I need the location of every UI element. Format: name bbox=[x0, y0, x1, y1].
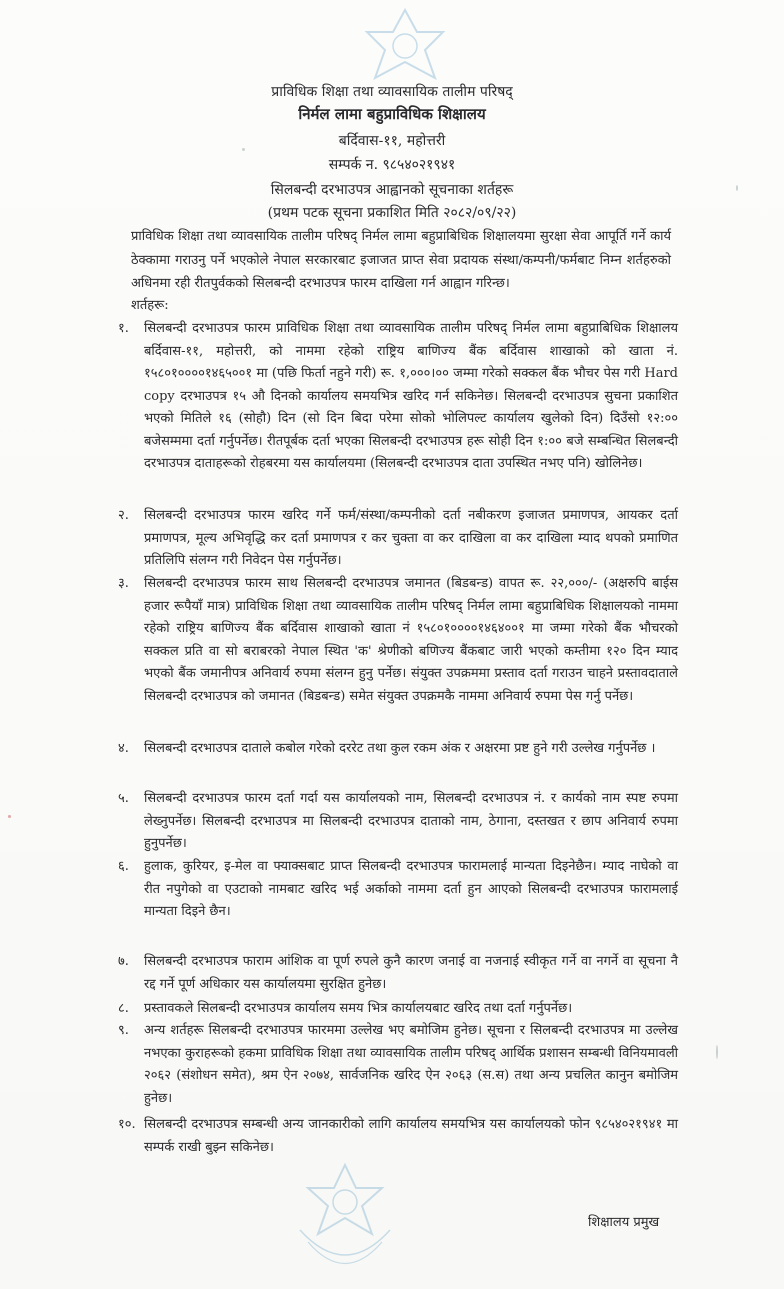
institution-name: निर्मल लामा बहुप्राविधिक शिक्षालय bbox=[298, 105, 486, 123]
condition-text: सिलबन्दी दरभाउपत्र फाराम आंशिक वा पूर्ण रुपले कुनै कारण जनाई वा नजनाई स्वीकृत गर्ने वा नगर्ने वा सूचना नै रद्द गर्ने पूर्ण अधिकार यस कार्यालयमा सुरक्षित हुनेछ। bbox=[144, 954, 678, 992]
condition-text: सिलबन्दी दरभाउपत्र फारम दर्ता गर्दा यस कार्यालयको नाम, सिलबन्दी दरभाउपत्र नं. र कार्यको नाम स्पष्ट रुपमा लेख्नुपर्नेछ। सिलबन्दी दरभाउपत्र मा सिलबन्दी दरभाउपत्र दाताको नाम, ठेगाना, दस्तखत र छाप अनिवार्य रुपमा हुनुपर्नेछ। bbox=[144, 791, 678, 851]
condition-text: हुलाक, कुरियर, इ-मेल वा फ्याक्सबाट प्राप्त सिलबन्दी दरभाउपत्र फारामलाई मान्यता दिइनेछैन। म्याद नाघेको वा रीत नपुगेको वा एउटाको नामबाट खरिद भई अर्काको नाममा दर्ता हुन आएको सिलबन्दी दरभाउपत्र फारामलाई मान्यता दिइने छैन। bbox=[144, 859, 678, 919]
institution-address: बर्दिवास-११, महोत्तरी bbox=[338, 133, 446, 149]
condition-item-9 bbox=[118, 1020, 678, 1110]
publish-date: (प्रथम पटक सूचना प्रकाशित मिति २०८२/०९/२२) bbox=[267, 205, 517, 221]
condition-number: ९. bbox=[118, 1023, 129, 1038]
condition-item-1 bbox=[118, 318, 678, 476]
scan-speck bbox=[242, 148, 245, 151]
condition-item-7 bbox=[118, 951, 678, 996]
condition-text: सिलबन्दी दरभाउपत्र सम्बन्धी अन्य जानकारीको लागि कार्यालय समयभित्र यस कार्यालयको फोन ९८५४०२१९४१ मा सम्पर्क राखी बुझ्न सकिनेछ। bbox=[144, 1117, 678, 1155]
scan-speck bbox=[716, 1045, 718, 1059]
condition-item-4 bbox=[118, 738, 678, 761]
condition-number: ५. bbox=[118, 791, 129, 806]
nepal-emblem-watermark-icon bbox=[355, 8, 455, 88]
condition-item-6 bbox=[118, 856, 678, 924]
council-name: प्राविधिक शिक्षा तथा व्यावसायिक तालीम परिषद् bbox=[271, 84, 513, 100]
official-stamp-icon bbox=[290, 1160, 400, 1280]
scan-speck bbox=[736, 185, 738, 191]
condition-number: ७. bbox=[118, 954, 129, 969]
condition-item-2 bbox=[118, 505, 678, 573]
scan-speck bbox=[8, 815, 11, 818]
condition-number: १. bbox=[118, 321, 129, 336]
condition-number: ६. bbox=[118, 859, 129, 874]
condition-number: ८. bbox=[118, 1001, 129, 1016]
condition-text: सिलबन्दी दरभाउपत्र फारम साथ सिलबन्दी दरभाउपत्र जमानत (बिडबन्ड) वापत रू. २२,०००/- (अक्षरुपि बाईस हजार रूपैयाँ मात्र) प्राविधिक शिक्षा तथा व्यावसायिक तालीम परिषद् निर्मल लामा बहुप्राबिधिक शिक्षालयको नाममा रहेको राष्ट्रिय बाणिज्य बैंक बर्दिवास शाखाको खाता नं १५८०१००००१४६४००१ मा जम्मा गरेको बैंक भौचरको सक्कल प्रति वा सो बराबरको नेपाल स्थित 'क' श्रेणीको बणिज्य बैंकबाट जारी भएको कम्तीमा १२० दिन म्याद भएको बैंक जमानीपत्र अनिवार्य रुपमा संलग्न हुनु पर्नेछ। संयुक्त उपक्रममा प्रस्ताव दर्ता गराउन चाहने प्रस्तावदाताले सिलबन्दी दरभाउपत्र को जमानत (बिडबन्ड) समेत संयुक्त उपक्रमकै नाममा अनिवार्य रुपमा पेस गर्नु पर्नेछ। bbox=[144, 576, 678, 704]
conditions-label: शर्तहरू: bbox=[131, 298, 169, 313]
condition-number: १०. bbox=[118, 1117, 136, 1132]
condition-item-10 bbox=[118, 1114, 678, 1159]
contact-number: सम्पर्क न. ९८५४०२१९४१ bbox=[328, 157, 456, 173]
condition-number: ४. bbox=[118, 741, 129, 756]
condition-number: २. bbox=[118, 508, 129, 523]
signature-title: शिक्षालय प्रमुख bbox=[588, 1215, 660, 1230]
condition-text: सिलबन्दी दरभाउपत्र दाताले कबोल गरेको दररेट तथा कुल रकम अंक र अक्षरमा प्रष्ट हुने गरी उल्लेख गर्नुपर्नेछ । bbox=[144, 741, 656, 756]
condition-item-8 bbox=[118, 998, 678, 1021]
condition-item-5 bbox=[118, 788, 678, 856]
condition-text: अन्य शर्तहरू सिलबन्दी दरभाउपत्र फारममा उल्लेख भए बमोजिम हुनेछ। सूचना र सिलबन्दी दरभाउपत्र मा उल्लेख नभएका कुराहरूको हकमा प्राविधिक शिक्षा तथा व्यावसायिक तालीम परिषद् आर्थिक प्रशासन सम्बन्धी विनियमावली २०६२ (संशोधन समेत), श्रम ऐन २०७४, सार्वजनिक खरिद ऐन २०६३ (स.स) तथा अन्य प्रचलित कानुन बमोजिम हुनेछ। bbox=[144, 1023, 678, 1106]
condition-text: प्रस्तावकले सिलबन्दी दरभाउपत्र कार्यालय समय भित्र कार्यालयबाट खरिद तथा दर्ता गर्नुपर्नेछ। bbox=[144, 1001, 573, 1016]
condition-item-3 bbox=[118, 573, 678, 708]
condition-text: सिलबन्दी दरभाउपत्र फारम खरिद गर्ने फर्म/संस्था/कम्पनीको दर्ता नबीकरण इजाजत प्रमाणपत्र, आयकर दर्ता प्रमाणपत्र, मूल्य अभिवृद्धि कर दर्ता प्रमाणपत्र र कर चुक्ता वा कर दाखिला वा कर दाखिला म्याद थपको प्रमाणित प्रतिलिपि संलग्न गरी निवेदन पेस गर्नुपर्नेछ। bbox=[144, 508, 678, 568]
condition-number: ३. bbox=[118, 576, 129, 591]
notice-title: सिलबन्दी दरभाउपत्र आह्वानको सूचनाका शर्तहरू bbox=[270, 182, 514, 198]
intro-paragraph: प्राविधिक शिक्षा तथा व्यावसायिक तालीम परिषद् निर्मल लामा बहुप्राबिधिक शिक्षालयमा सुरक्षा सेवा आपूर्ति गर्ने कार्य ठेक्कामा गराउनु पर्ने भएकोले नेपाल सरकारबाट इजाजत प्राप्त सेवा प्रदायक संस्था/कम्पनी/फर्मबाट निम्न शर्तहरुको अधिनमा रही रीतपुर्वकको सिलबन्दी दरभाउपत्र फारम दाखिला गर्न आह्वान गरिन्छ। bbox=[131, 229, 671, 291]
condition-text: सिलबन्दी दरभाउपत्र फारम प्राविधिक शिक्षा तथा व्यावसायिक तालीम परिषद् निर्मल लामा बहुप्राबिधिक शिक्षालय बर्दिवास-११, महोत्तरी, को नाममा रहेको राष्ट्रिय बाणिज्य बैंक बर्दिवास शाखाको को खाता नं. १५८०१००००१४६५००१ मा (पछि फिर्ता नहुने गरी) रू. १,०००।०० जम्मा गरेको सक्कल बैंक भौचर पेस गरी Hard copy दरभाउपत्र १५ औ दिनको कार्यालय समयभित्र खरिद गर्न सकिनेछ। सिलबन्दी दरभाउपत्र सुचना प्रकाशित भएको मितिले १६ (सोहौ) दिन (सो दिन बिदा परेमा सोको भोलिपल्ट कार्यालय खुलेको दिन) दिउँसो १२:०० बजेसम्ममा दर्ता गर्नुपर्नेछ। रीतपूर्बक दर्ता भएका सिलबन्दी दरभाउपत्र हरू सोही दिन १:०० बजे सम्बन्धित सिलबन्दी दरभाउपत्र दाताहरूको रोहबरमा यस कार्यालयमा (सिलबन्दी दरभाउपत्र दाता उपस्थित नभए पनि) खोलिनेछ। bbox=[144, 321, 678, 471]
